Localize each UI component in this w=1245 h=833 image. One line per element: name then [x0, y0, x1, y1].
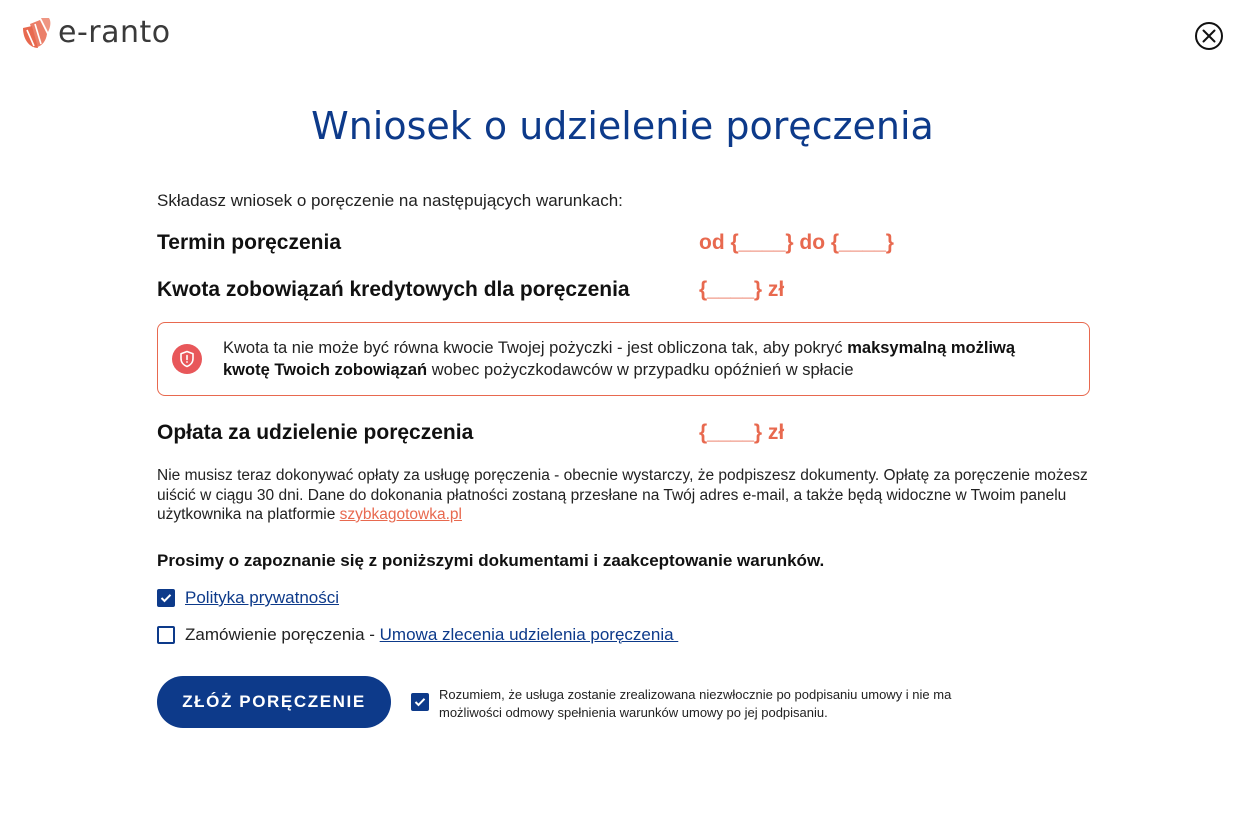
submit-button[interactable]: ZŁÓŻ PORĘCZENIE [157, 676, 391, 728]
platform-link[interactable]: szybkagotowka.pl [339, 506, 462, 523]
fee-row [157, 421, 1090, 445]
notice-bold-text: maksymalną możliwą kwotę Twoich zobowiązań [223, 339, 1016, 379]
consent-text: Rozumiem, że usługa zostanie zrealizowana niezwłocznie po podpisaniu umowy i nie ma możliwości odmowy spełnienia warunków umowy po jej podpisaniu. [439, 687, 952, 720]
shield-icon [172, 344, 202, 374]
fee-value: {____} zł [699, 421, 785, 444]
close-icon[interactable] [1194, 21, 1224, 51]
privacy-policy-checkbox[interactable] [157, 589, 175, 607]
order-row [157, 625, 1090, 645]
logo [20, 16, 171, 50]
order-agreement-link[interactable]: Umowa zlecenia udzielenia poręczenia [379, 625, 679, 644]
check-icon [160, 593, 172, 603]
amount-row [157, 278, 1090, 302]
notice-text: Kwota ta nie może być równa kwocie Twojej pożyczki - jest obliczona tak, aby pokryć maksymalną możliwą kwotę Twoich zobowiązań wobec pożyczkodawców w przypadku opóźnień w spłacie [223, 339, 1016, 379]
fee-description: Nie musisz teraz dokonywać opłaty za usługę poręczenia - obecnie wystarczy, że podpiszesz dokumenty. Opłatę za poręczenie możesz uiścić w ciągu 30 dni. Dane do dokonania płatności zostaną przesłane na Twój adres e-mail, a także będą widoczne w Twoim panelu użytkownika na platformie szybkagotowka.pl [157, 467, 1088, 523]
check-icon [414, 697, 426, 707]
amount-notice [157, 322, 1090, 396]
amount-value: {____} zł [699, 278, 785, 301]
fee-label: Opłata za udzielenie poręczenia [157, 421, 474, 444]
order-checkbox[interactable] [157, 626, 175, 644]
documents-heading: Prosimy o zapoznanie się z poniższymi dokumentami i zaakceptowanie warunków. [157, 551, 825, 570]
order-prefix: Zamówienie poręczenia - [185, 625, 380, 644]
amount-label: Kwota zobowiązań kredytowych dla poręczenia [157, 278, 630, 301]
logo-icon [20, 16, 52, 50]
privacy-policy-row [157, 588, 1090, 608]
page-title: Wniosek o udzielenie poręczenia [311, 104, 934, 148]
term-value: od {____} do {____} [699, 231, 894, 254]
term-row [157, 231, 1090, 255]
logo-text: e-ranto [58, 15, 171, 50]
intro-text: Składasz wniosek o poręczenie na następujących warunkach: [157, 191, 623, 210]
privacy-policy-link[interactable]: Polityka prywatności [185, 588, 340, 607]
term-label: Termin poręczenia [157, 231, 341, 254]
consent-row [411, 686, 971, 722]
consent-checkbox[interactable] [411, 693, 429, 711]
